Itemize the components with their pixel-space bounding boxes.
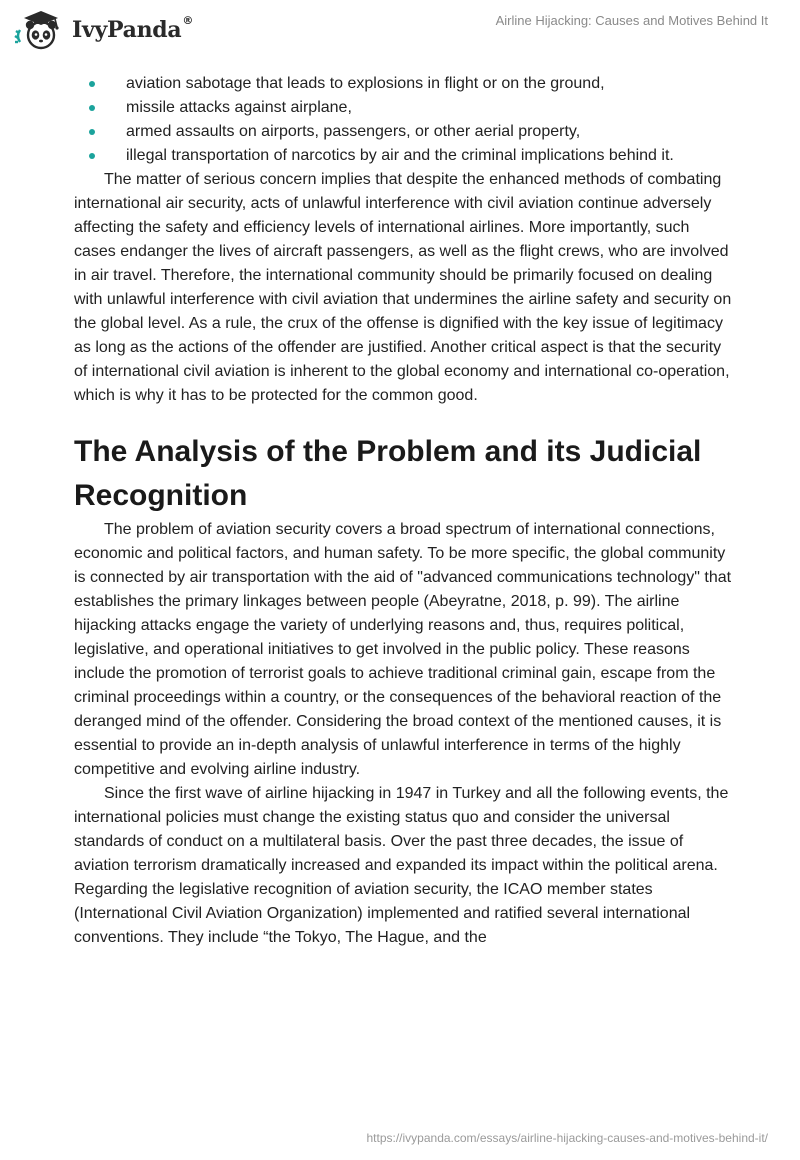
- document-title: Airline Hijacking: Causes and Motives Behind It: [495, 13, 768, 28]
- bullet-icon: [89, 129, 95, 135]
- ivypanda-logo[interactable]: [14, 8, 193, 52]
- list-item-text: illegal transportation of narcotics by air and the criminal implications behind it.: [126, 147, 674, 164]
- bullet-icon: [89, 153, 95, 159]
- list-item-text: armed assaults on airports, passengers, or other aerial property,: [126, 123, 581, 140]
- section-heading: The Analysis of the Problem and its Judicial Recognition: [74, 435, 702, 512]
- page-header: [0, 0, 800, 66]
- paragraph-aviation-security: The problem of aviation security covers a broad spectrum of international connections, economic and political factors, and human safety. To be more specific, the global community is connected by air transportation with the aid of "advanced communications technology" that establishes the primary linkages between people (Abeyratne, 2018, p. 99). The airline hijacking attacks engage the variety of underlying reasons and, thus, requires political, legislative, and operational initiatives to get involved in the public policy. These reasons include the promotion of terrorist goals to achieve traditional criminal gain, escape from the criminal proceedings within a country, or the consequences of the behavioral reaction of the deranged mind of the offender. Considering the broad context of the mentioned causes, it is essential to provide an in-depth analysis of unlawful interference in terms of the highly competitive and evolving airline industry.: [74, 521, 732, 778]
- paragraph-security-concern: The matter of serious concern implies that despite the enhanced methods of combating international air security, acts of unlawful interference with civil aviation continue adversely affecting the safety and efficiency levels of international airlines. More importantly, such cases endanger the lives of aircraft passengers, as well as the flight crews, who are involved in air travel. Therefore, the international community should be primarily focused on dealing with unlawful interference with civil aviation that undermines the airline safety and security on the global level. As a rule, the crux of the offense is dignified with the key issue of legitimacy as long as the actions of the offender are justified. Another critical aspect is that the security of international civil aviation is inherent to the global economy and international co-operation, which is why it has to be protected for the common good.: [74, 171, 732, 404]
- bullet-icon: [89, 105, 95, 111]
- paragraph-hijacking-history: Since the first wave of airline hijacking in 1947 in Turkey and all the following events, the international policies must change the existing status quo and consider the universal standards of conduct on a multilateral basis. Over the past three decades, the issue of aviation terrorism dramatically increased and expanded its impact within the political arena. Regarding the legislative recognition of aviation security, the ICAO member states (International Civil Aviation Organization) implemented and ratified several international conventions. They include “the Tokyo, The Hague, and the: [74, 785, 729, 946]
- list-item: [74, 120, 734, 144]
- bullet-icon: [89, 81, 95, 87]
- list-item: [74, 144, 734, 168]
- list-item-text: aviation sabotage that leads to explosions in flight or on the ground,: [126, 75, 605, 92]
- essay-content: [74, 72, 734, 950]
- list-item: [74, 96, 734, 120]
- list-item: [74, 72, 734, 96]
- list-item-text: missile attacks against airplane,: [126, 99, 352, 116]
- brand-name: IvyPanda®: [72, 14, 194, 43]
- source-url[interactable]: https://ivypanda.com/essays/airline-hijacking-causes-and-motives-behind-it/: [366, 1131, 768, 1145]
- bullet-list: [74, 72, 734, 168]
- panda-graduation-cap-icon: [14, 8, 66, 52]
- registered-mark: ®: [182, 14, 194, 27]
